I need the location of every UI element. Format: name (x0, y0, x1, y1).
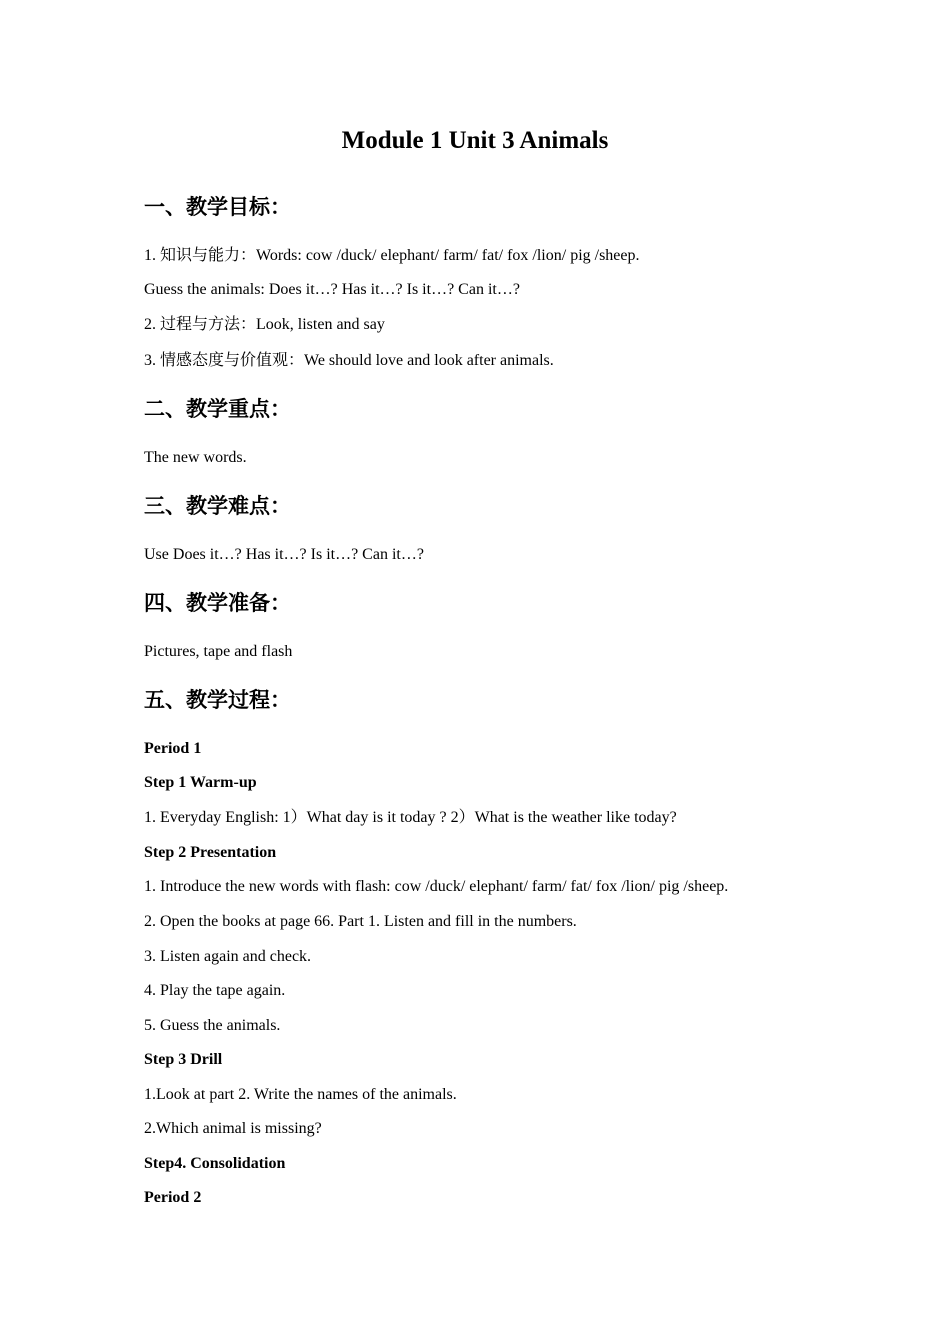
objective-line-2: Guess the animals: Does it…? Has it…? Is it…? Can it…? (144, 281, 520, 298)
heading-key-points: 二、教学重点： (144, 397, 291, 421)
objective-line-4: 3. 情感态度与价值观：We should love and look after animals. (144, 352, 554, 369)
difficulties-line-1: Use Does it…? Has it…? Is it…? Can it…? (144, 546, 424, 563)
heading-difficulties: 三、教学难点： (144, 494, 291, 518)
step-1-label: Step 1 Warm-up (144, 774, 257, 791)
step-3-line-2: 2.Which animal is missing? (144, 1120, 322, 1137)
step-3-label: Step 3 Drill (144, 1051, 223, 1068)
step-3-line-1: 1.Look at part 2. Write the names of the animals. (144, 1086, 457, 1103)
step-2-label: Step 2 Presentation (144, 844, 277, 861)
step-4-label: Step4. Consolidation (144, 1155, 286, 1172)
objective-line-1: 1. 知识与能力：Words: cow /duck/ elephant/ farm/ fat/ fox /lion/ pig /sheep. (144, 247, 640, 264)
heading-objectives: 一、教学目标： (144, 195, 291, 219)
preparation-line-1: Pictures, tape and flash (144, 643, 293, 660)
step-2-line-3: 3. Listen again and check. (144, 948, 312, 965)
period-1-label: Period 1 (144, 740, 202, 757)
step-2-line-1: 1. Introduce the new words with flash: cow /duck/ elephant/ farm/ fat/ fox /lion/ pig /sheep. (144, 878, 729, 895)
period-2-label: Period 2 (144, 1189, 202, 1206)
objective-line-3: 2. 过程与方法：Look, listen and say (144, 316, 385, 333)
step-2-line-5: 5. Guess the animals. (144, 1017, 281, 1034)
step-2-line-2: 2. Open the books at page 66. Part 1. Listen and fill in the numbers. (144, 913, 577, 930)
step-2-line-4: 4. Play the tape again. (144, 982, 286, 999)
key-points-line-1: The new words. (144, 449, 247, 466)
document-title: Module 1 Unit 3 Animals (341, 127, 609, 154)
step-1-line-1: 1. Everyday English: 1）What day is it today ? 2）What is the weather like today? (144, 809, 677, 826)
heading-preparation: 四、教学准备： (144, 591, 291, 615)
heading-process: 五、教学过程： (144, 688, 291, 712)
